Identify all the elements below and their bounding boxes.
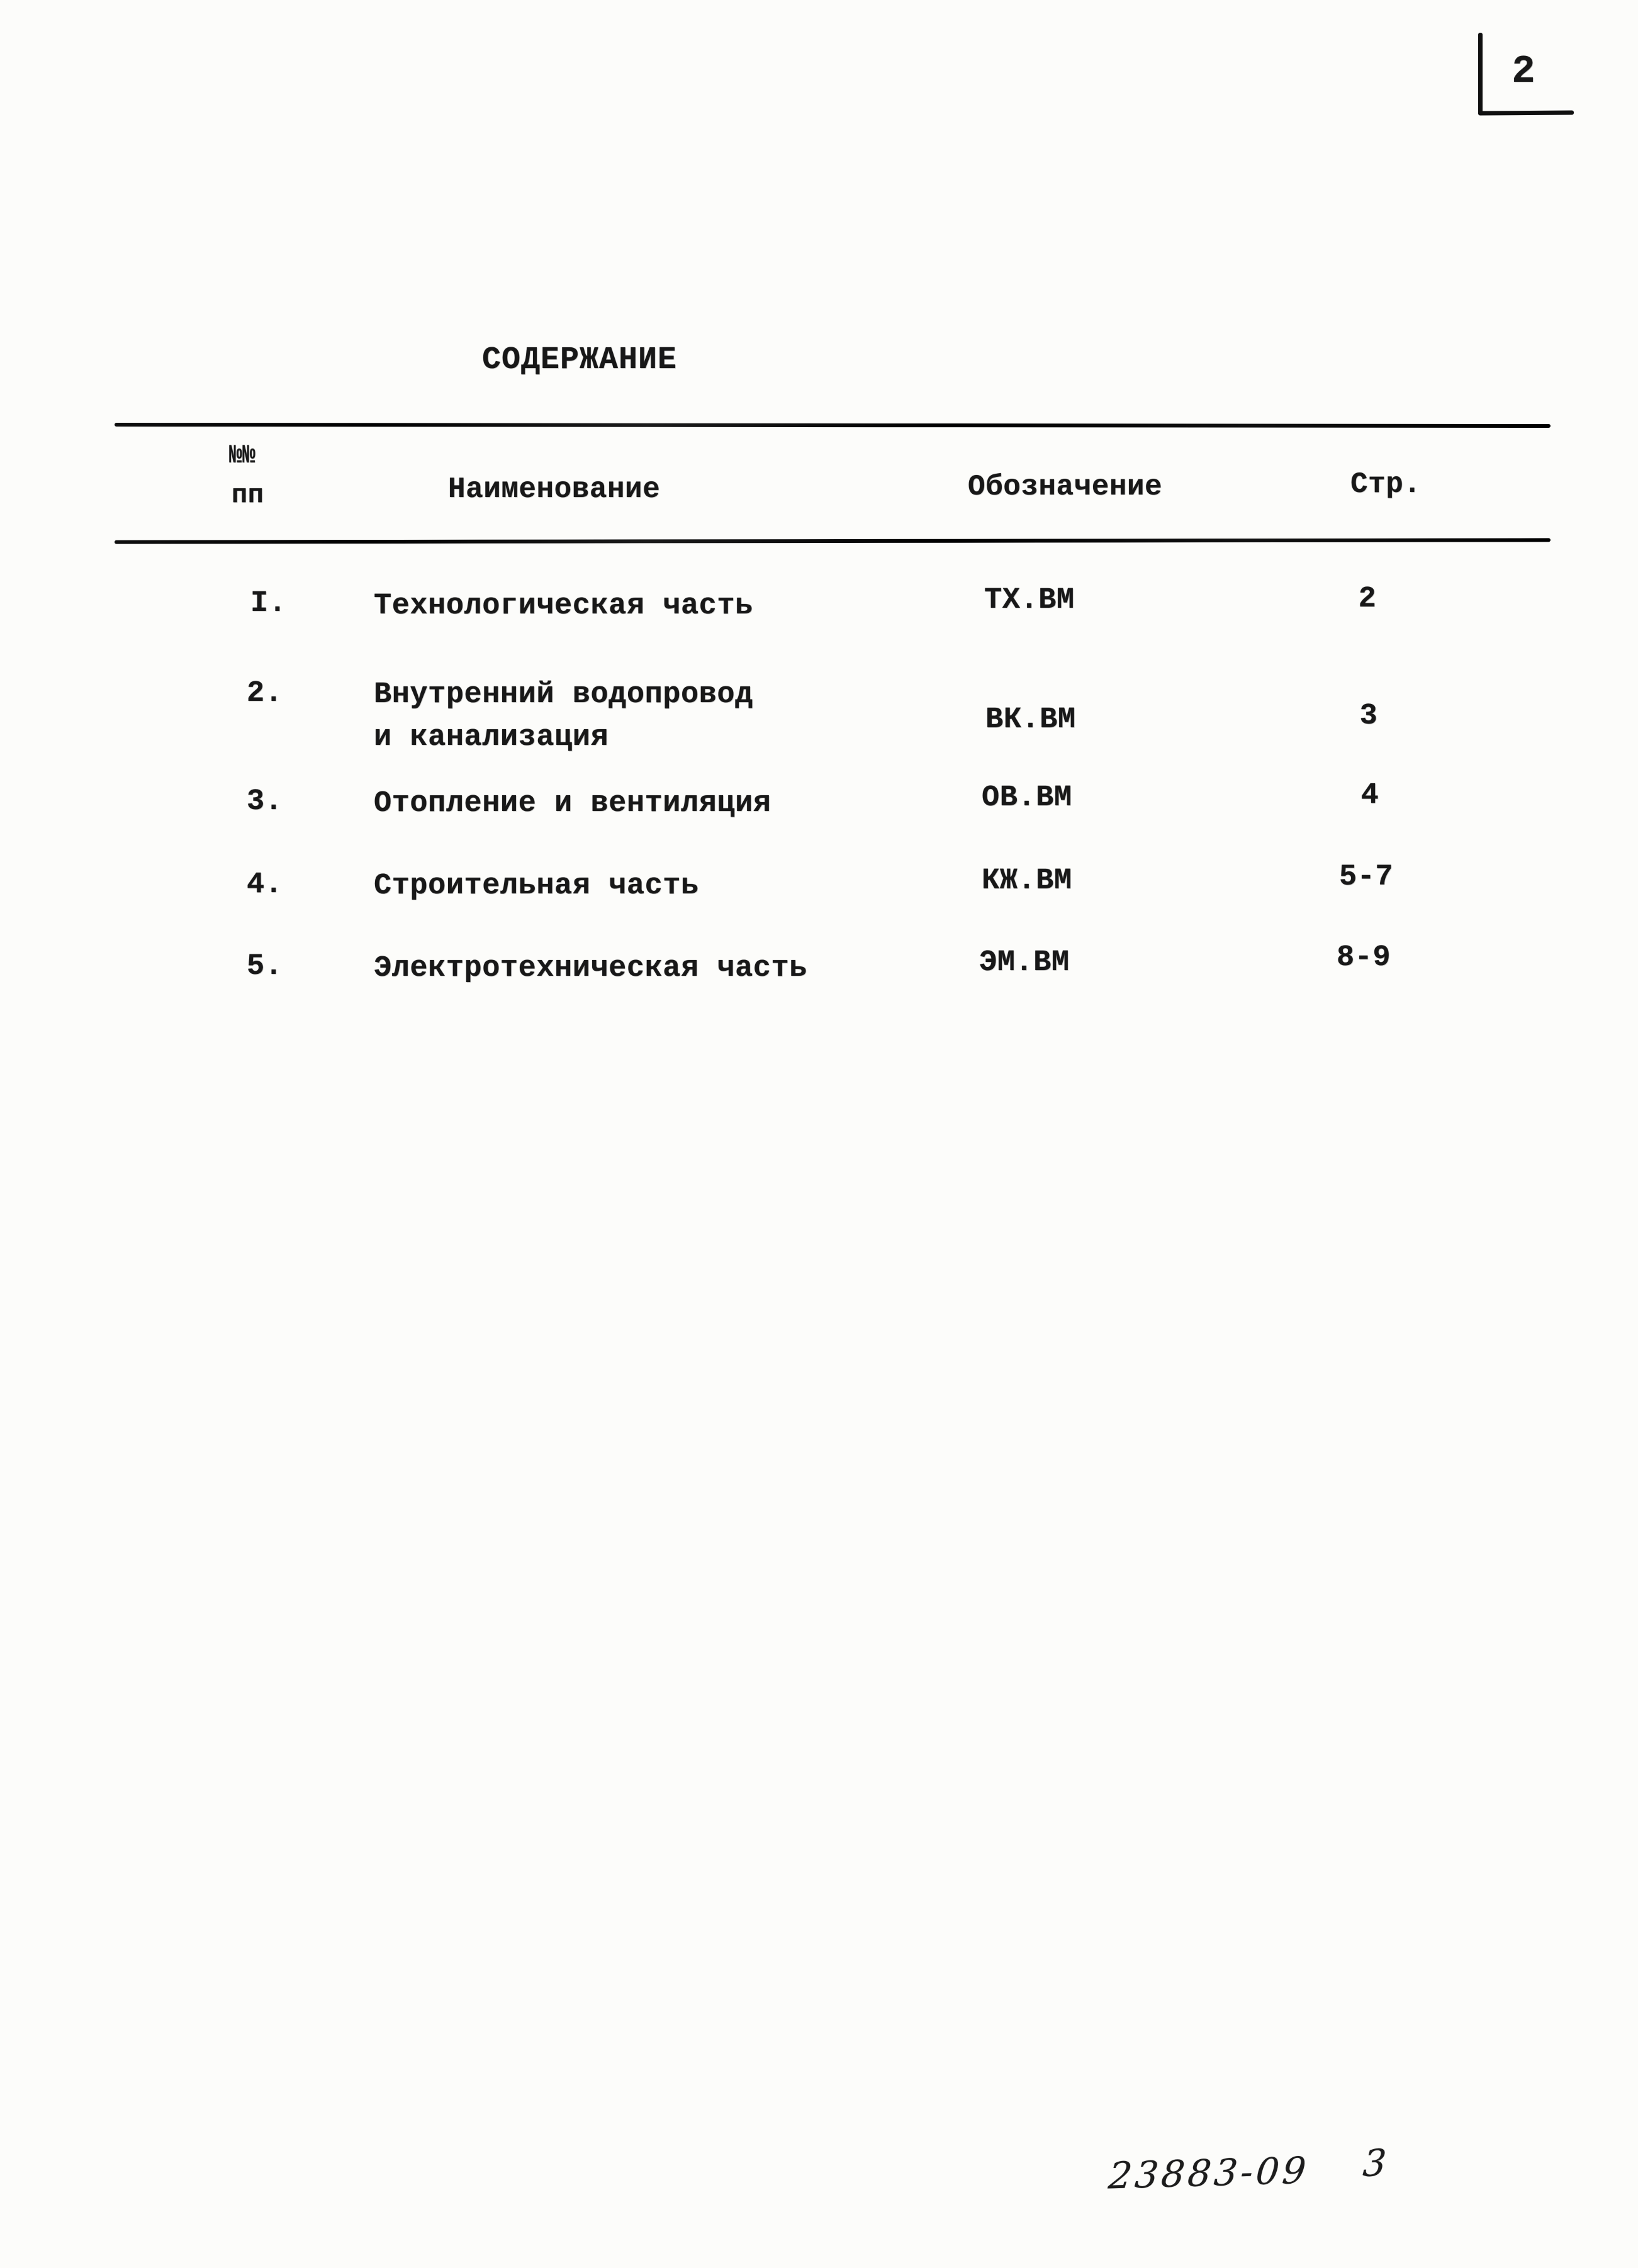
row-name-line1: Электротехническая часть [374, 952, 807, 985]
row-pages: 8-9 [1336, 941, 1391, 975]
footer-handwritten-page: 3 [1361, 2140, 1391, 2186]
row-number: 2. [247, 677, 283, 710]
row-designation: ТХ.ВМ [984, 584, 1075, 617]
row-designation: КЖ.ВМ [982, 864, 1072, 898]
column-header-designation: Обозначение [968, 471, 1163, 503]
page-title: СОДЕРЖАНИЕ [482, 342, 678, 378]
page-frame-corner-vertical-line [1478, 33, 1483, 115]
row-name-line1: Технологическая часть [374, 589, 753, 623]
row-number: 3. [247, 785, 283, 818]
column-header-no-line2: пп [232, 480, 264, 510]
row-designation: ВК.ВМ [985, 703, 1076, 737]
table-rule-header-bottom [115, 538, 1551, 544]
row-number: 5. [247, 950, 283, 983]
row-name-line1: Внутренний водопровод [374, 678, 753, 712]
row-pages: 2 [1358, 583, 1377, 616]
row-name-line1: Строительная часть [374, 869, 699, 903]
column-header-page: Стр. [1350, 468, 1422, 501]
row-pages: 5-7 [1338, 861, 1394, 894]
page-frame-corner-horizontal-line [1478, 110, 1574, 115]
corner-page-number: 2 [1512, 49, 1535, 94]
row-name-line1: Отопление и вентиляция [374, 787, 771, 820]
row-designation: ЭМ.ВМ [979, 946, 1070, 980]
table-rule-top [115, 423, 1551, 428]
row-name-line2: и канализация [374, 721, 609, 754]
row-pages: 4 [1360, 779, 1379, 812]
footer-handwritten-code: 23883-09 [1106, 2148, 1311, 2198]
row-number: I. [250, 587, 287, 620]
row-pages: 3 [1359, 700, 1378, 733]
row-number: 4. [247, 868, 283, 902]
column-header-name: Наименование [448, 473, 661, 506]
row-designation: ОВ.ВМ [982, 781, 1072, 815]
column-header-no-line1: №№ [229, 440, 256, 471]
